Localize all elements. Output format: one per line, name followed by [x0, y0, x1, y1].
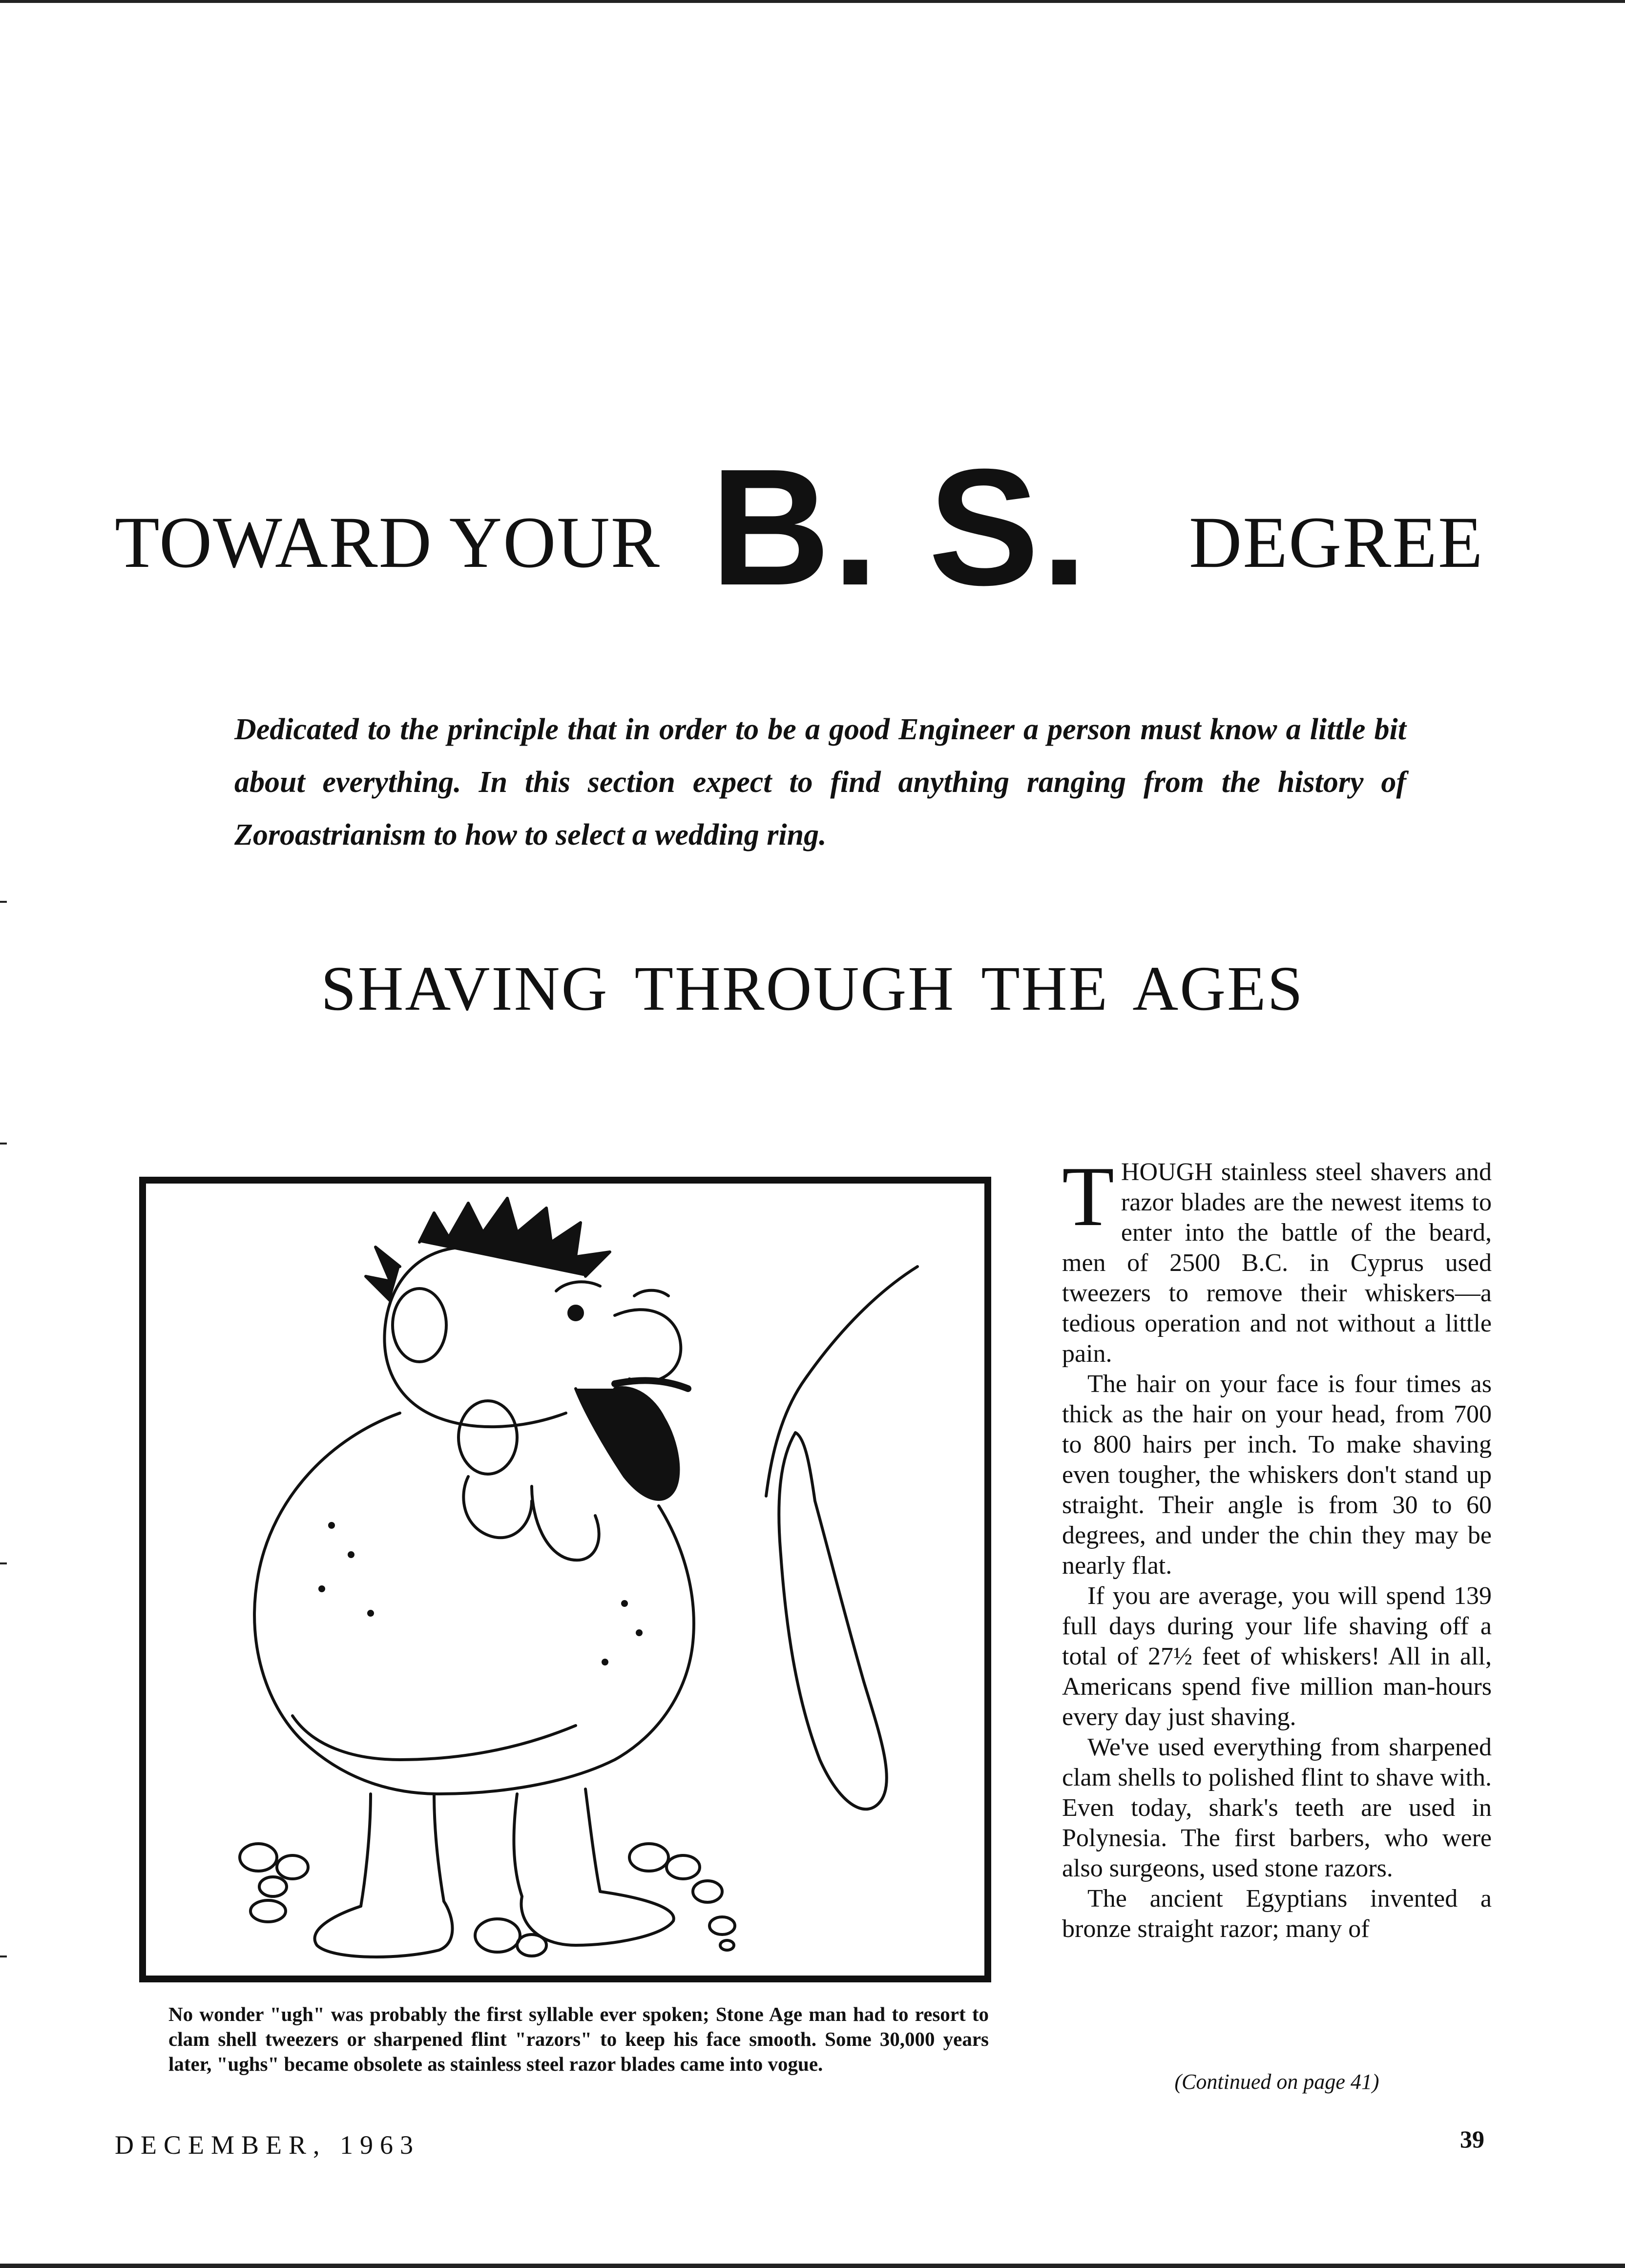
article-paragraph-1: [1062, 1149, 1492, 1369]
footer-date: DECEMBER, 1963: [115, 2130, 420, 2160]
article-title: SHAVING THROUGH THE AGES: [321, 954, 1304, 1024]
caveman-cartoon: [139, 1177, 991, 1982]
headline-left: TOWARD YOUR: [115, 502, 661, 583]
margin-mark: [0, 1143, 7, 1144]
bottom-rule: [0, 2264, 1625, 2268]
cartoon-caption: No wonder "ugh" was probably the first syllable ever spoken; Stone Age man had to resort to clam shell tweezers or sharpened flint "razors" to keep his face smooth. Some 30,000 years later, "ughs" became obsolete as stainless steel razor blades came into vogue.: [168, 2003, 989, 2075]
drop-cap: T: [1062, 1149, 1114, 1244]
margin-mark: [0, 1956, 7, 1957]
margin-mark: [0, 1562, 7, 1564]
top-rule: [0, 0, 1625, 3]
headline-right: DEGREE: [1189, 502, 1484, 583]
article-paragraph-5: The ancient Egyptians invented a bronze straight razor; many of: [1062, 1885, 1492, 1943]
article-paragraph-3: If you are average, you will spend 139 full days during your life shaving off a total of 27½ feet of whiskers! All in all, Americans spend five million man-hours every day just shaving.: [1062, 1582, 1492, 1731]
dedication-text: [234, 703, 1406, 861]
headline-bs: B. S.: [710, 435, 1089, 620]
article-paragraph-4: We've used everything from sharpened clam shells to polished flint to shave with. Even today, shark's teeth are used in Polynesia. The first barbers, who were also surgeons, used stone razors.: [1062, 1733, 1492, 1882]
paragraph-1-text: HOUGH stainless steel shavers and razor blades are the newest items to enter into the battle of the beard, men of 2500 B.C. in Cyprus used tweezers to remove their whiskers—a tedious operation and not without a little pain.: [1062, 1158, 1492, 1368]
margin-mark: [0, 901, 7, 903]
article-body: [1062, 1149, 1492, 1944]
page-number: 39: [1460, 2125, 1484, 2153]
dedication-paragraph: Dedicated to the principle that in order to be a good Engineer a person must know a little bit about everything. In this section expect to find anything ranging from the history of Zoroastrianism to how to select a wedding ring.: [234, 713, 1406, 852]
section-headline: [0, 435, 1625, 620]
article-paragraph-2: The hair on your face is four times as thick as the hair on your head, from 700 to 800 hairs per inch. To make shaving even tougher, the whiskers don't stand up straight. Their angle is from 30 to 60 degrees, and under the chin they may be nearly flat.: [1062, 1370, 1492, 1580]
continued-note: (Continued on page 41): [1174, 2070, 1379, 2094]
